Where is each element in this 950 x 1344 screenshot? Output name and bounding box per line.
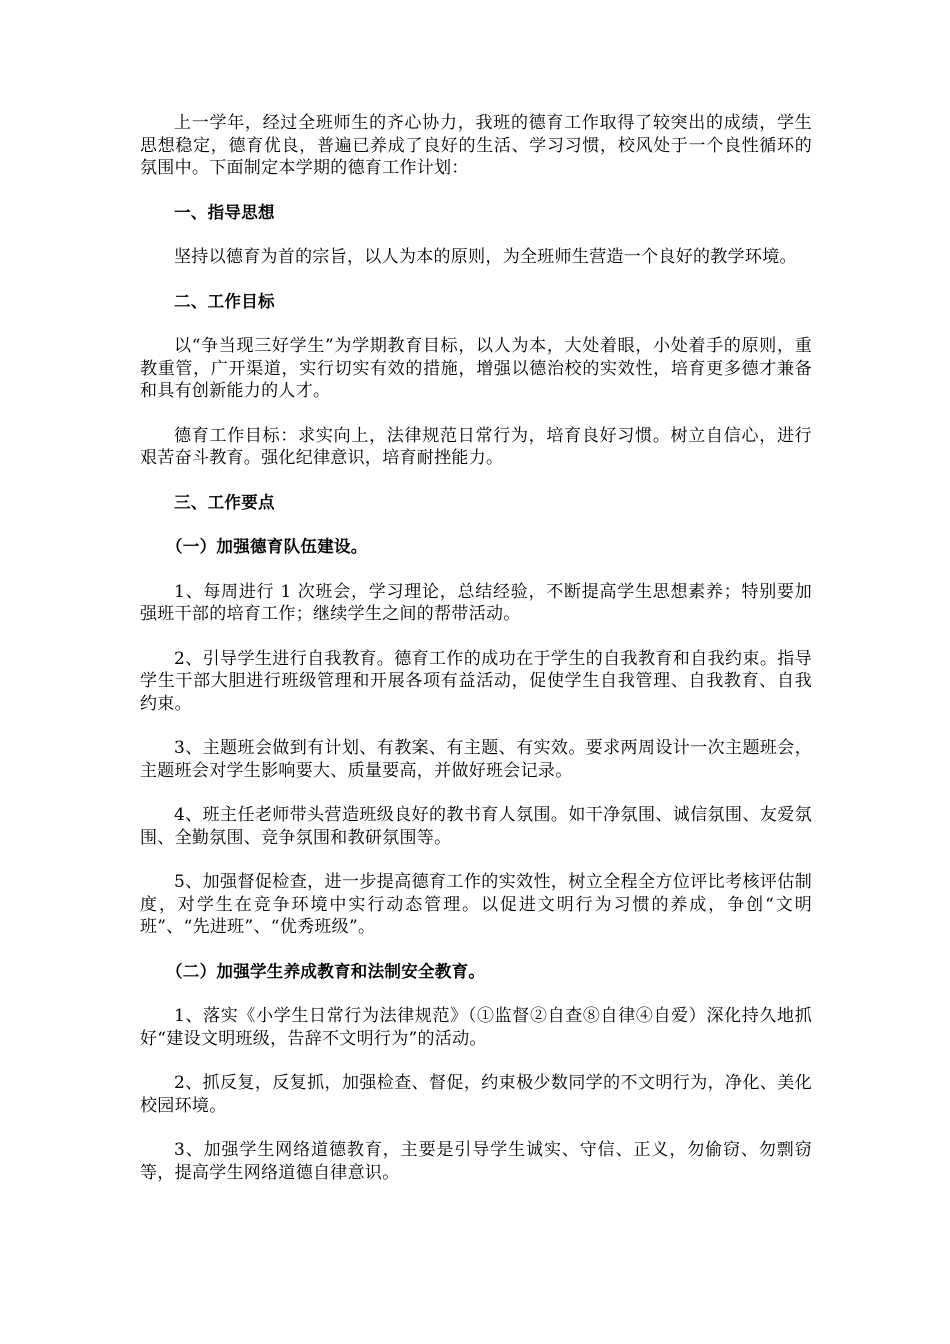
list-item: 3、主题班会做到有计划、有教案、有主题、有实效。要求两周设计一次主题班会，主题班会对学生影响要大、质量要高，并做好班会记录。 — [140, 738, 812, 781]
work-goals-paragraph: 以“争当现三好学生”为学期教育目标，以人为本，大处着眼，小处着手的原则，重教重管，广开渠道，实行切实有效的措施，增强以德治校的实效性，培育更多德才兼备和具有创新能力的人才。 — [140, 336, 812, 401]
list-item: 1、每周进行 1 次班会，学习理论，总结经验，不断提高学生思想素养；特别要加强班干部的培育工作；继续学生之间的帮带活动。 — [140, 581, 812, 624]
guiding-ideology-paragraph: 坚持以德育为首的宗旨，以人为本的原则，为全班师生营造一个良好的教学环境。 — [174, 247, 797, 267]
list-item: 2、引导学生进行自我教育。德育工作的成功在于学生的自我教育和自我约束。指导学生干部大胆进行班级管理和开展各项有益活动，促使学生自我管理、自我教育、自我约束。 — [140, 648, 812, 714]
subheading-team-building: （一）加强德育队伍建设。 — [166, 537, 368, 556]
list-item: 3、加强学生网络道德教育，主要是引导学生诚实、守信、正义，勿偷窃、勿剽窃等，提高学生网络道德自律意识。 — [140, 1140, 812, 1183]
list-item: 2、抓反复，反复抓，加强检查、督促，约束极少数同学的不文明行为，净化、美化校园环境。 — [140, 1073, 812, 1116]
list-item: 5、加强督促检查，进一步提高德育工作的实效性，树立全程全方位评比考核评估制度，对学生在竞争环境中实行动态管理。以促进文明行为习惯的养成，争创“文明班”、“先进班”、“优秀班级”。 — [140, 872, 812, 937]
list-item: 4、班主任老师带头营造班级良好的教书育人氛围。如干净氛围、诚信氛围、友爱氛围、全勤氛围、竞争氛围和教研氛围等。 — [140, 805, 812, 848]
section-heading-work-goals: 二、工作目标 — [174, 291, 275, 311]
section-heading-guiding-ideology: 一、指导思想 — [174, 202, 275, 222]
list-item: 1、落实《小学生日常行为法律规范》（①监督②自查⑧自律④自爱）深化持久地抓好“建设文明班级，告辞不文明行为”的活动。 — [140, 1006, 812, 1049]
subheading-habit-education: （二）加强学生养成教育和法制安全教育。 — [166, 961, 486, 981]
document-page — [140, 112, 812, 1206]
section-heading-key-points: 三、工作要点 — [174, 492, 275, 512]
intro-paragraph: 上一学年，经过全班师生的齐心协力，我班的德育工作取得了较突出的成绩，学生思想稳定，德育优良，普遍已养成了良好的生活、学习习惯，校风处于一个良性循环的氛围中。下面制定本学期的德育工作计划： — [140, 113, 812, 178]
moral-goals-paragraph: 德育工作目标：求实向上，法律规范日常行为，培育良好习惯。树立自信心，进行艰苦奋斗教育。强化纪律意识，培育耐挫能力。 — [140, 425, 812, 468]
